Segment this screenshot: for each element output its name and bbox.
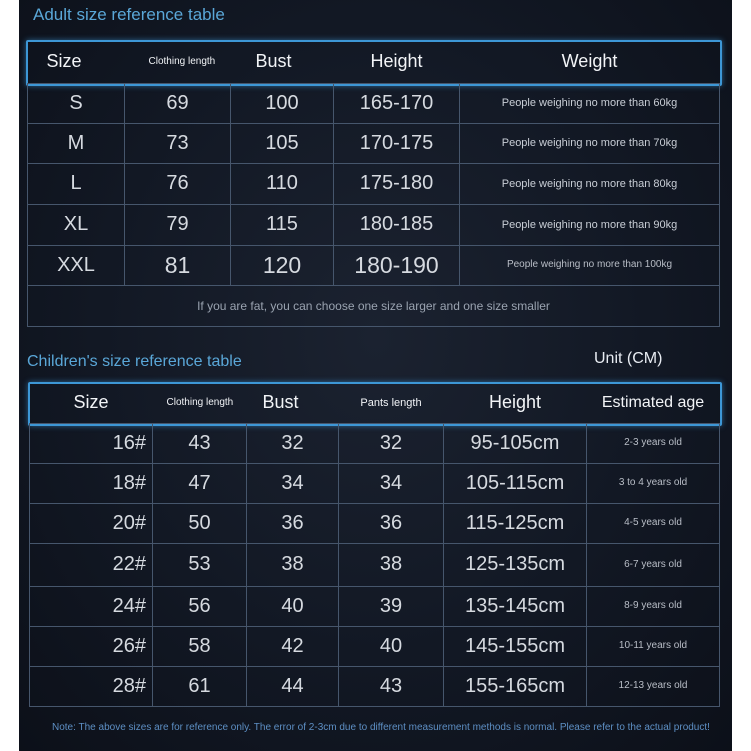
adult-bust: 105 xyxy=(231,123,334,163)
children-length: 50 xyxy=(153,503,247,543)
adult-size: L xyxy=(28,163,125,204)
children-bust: 40 xyxy=(247,586,339,626)
children-length: 61 xyxy=(153,666,247,706)
children-bust: 38 xyxy=(247,543,339,586)
adult-row xyxy=(28,123,720,163)
adult-row xyxy=(28,83,720,123)
children-size: 16# xyxy=(30,423,153,463)
unit-label: Unit (CM) xyxy=(594,350,663,367)
adult-weight: People weighing no more than 100kg xyxy=(460,245,720,285)
children-pants: 36 xyxy=(339,503,444,543)
children-height: 125-135cm xyxy=(444,543,587,586)
adult-header-row xyxy=(28,41,720,83)
children-header-bust: Bust xyxy=(262,392,299,413)
children-size: 22# xyxy=(30,543,153,586)
children-header-size: Size xyxy=(73,392,109,413)
adult-header-length: Clothing length xyxy=(148,55,216,67)
adult-size-table xyxy=(27,41,720,327)
children-height: 145-155cm xyxy=(444,626,587,666)
children-row xyxy=(30,423,720,463)
children-height: 155-165cm xyxy=(444,666,587,706)
adult-header-weight: Weight xyxy=(561,51,618,72)
children-age: 10-11 years old xyxy=(587,626,720,666)
children-size: 24# xyxy=(30,586,153,626)
children-size-table xyxy=(29,383,720,707)
children-length: 53 xyxy=(153,543,247,586)
children-table-title: Children's size reference table xyxy=(27,353,242,370)
adult-height: 175-180 xyxy=(334,163,460,204)
children-age: 12-13 years old xyxy=(587,666,720,706)
children-header-age: Estimated age xyxy=(601,393,705,411)
children-age: 2-3 years old xyxy=(587,423,720,463)
children-size: 20# xyxy=(30,503,153,543)
adult-bust: 110 xyxy=(231,163,334,204)
children-age: 6-7 years old xyxy=(587,543,720,586)
children-row xyxy=(30,586,720,626)
children-size: 26# xyxy=(30,626,153,666)
adult-row xyxy=(28,245,720,285)
adult-weight: People weighing no more than 70kg xyxy=(460,123,720,163)
adult-row xyxy=(28,163,720,204)
children-age: 4-5 years old xyxy=(587,503,720,543)
adult-length: 76 xyxy=(125,163,231,204)
adult-header-size: Size xyxy=(46,51,82,72)
adult-weight: People weighing no more than 80kg xyxy=(460,163,720,204)
adult-tip: If you are fat, you can choose one size larger and one size smaller xyxy=(28,285,720,326)
adult-length: 81 xyxy=(125,245,231,285)
children-height: 95-105cm xyxy=(444,423,587,463)
adult-size: XL xyxy=(28,204,125,245)
children-pants: 43 xyxy=(339,666,444,706)
children-row xyxy=(30,626,720,666)
children-height: 115-125cm xyxy=(444,503,587,543)
children-size: 28# xyxy=(30,666,153,706)
children-row xyxy=(30,543,720,586)
children-pants: 34 xyxy=(339,463,444,503)
adult-size: M xyxy=(28,123,125,163)
children-header-length: Clothing length xyxy=(166,396,234,408)
children-length: 56 xyxy=(153,586,247,626)
children-bust: 36 xyxy=(247,503,339,543)
children-pants: 38 xyxy=(339,543,444,586)
children-age: 3 to 4 years old xyxy=(587,463,720,503)
children-bust: 32 xyxy=(247,423,339,463)
children-height: 105-115cm xyxy=(444,463,587,503)
children-pants: 32 xyxy=(339,423,444,463)
disclaimer-note: Note: The above sizes are for reference only. The error of 2-3cm due to different measurement methods is normal. Please refer to the actual product! xyxy=(52,722,710,733)
adult-height: 170-175 xyxy=(334,123,460,163)
adult-height: 165-170 xyxy=(334,83,460,123)
adult-header-bust: Bust xyxy=(255,51,292,72)
children-bust: 34 xyxy=(247,463,339,503)
adult-length: 79 xyxy=(125,204,231,245)
adult-tip-row xyxy=(28,285,720,326)
children-row xyxy=(30,463,720,503)
adult-size: S xyxy=(28,83,125,123)
children-pants: 39 xyxy=(339,586,444,626)
adult-height: 180-190 xyxy=(334,245,460,285)
children-size: 18# xyxy=(30,463,153,503)
adult-bust: 100 xyxy=(231,83,334,123)
children-bust: 42 xyxy=(247,626,339,666)
children-header-pants: Pants length xyxy=(360,396,422,409)
adult-table-title: Adult size reference table xyxy=(33,5,225,24)
children-length: 47 xyxy=(153,463,247,503)
children-age: 8-9 years old xyxy=(587,586,720,626)
children-header-height: Height xyxy=(488,392,542,413)
children-pants: 40 xyxy=(339,626,444,666)
adult-length: 73 xyxy=(125,123,231,163)
children-length: 58 xyxy=(153,626,247,666)
adult-bust: 115 xyxy=(231,204,334,245)
adult-size: XXL xyxy=(28,245,125,285)
adult-row xyxy=(28,204,720,245)
children-bust: 44 xyxy=(247,666,339,706)
adult-header-height: Height xyxy=(370,51,423,72)
children-row xyxy=(30,503,720,543)
children-length: 43 xyxy=(153,423,247,463)
adult-weight: People weighing no more than 90kg xyxy=(460,204,720,245)
children-header-row xyxy=(30,383,720,423)
adult-weight: People weighing no more than 60kg xyxy=(460,83,720,123)
children-height: 135-145cm xyxy=(444,586,587,626)
children-row xyxy=(30,666,720,706)
adult-height: 180-185 xyxy=(334,204,460,245)
adult-bust: 120 xyxy=(231,245,334,285)
adult-length: 69 xyxy=(125,83,231,123)
